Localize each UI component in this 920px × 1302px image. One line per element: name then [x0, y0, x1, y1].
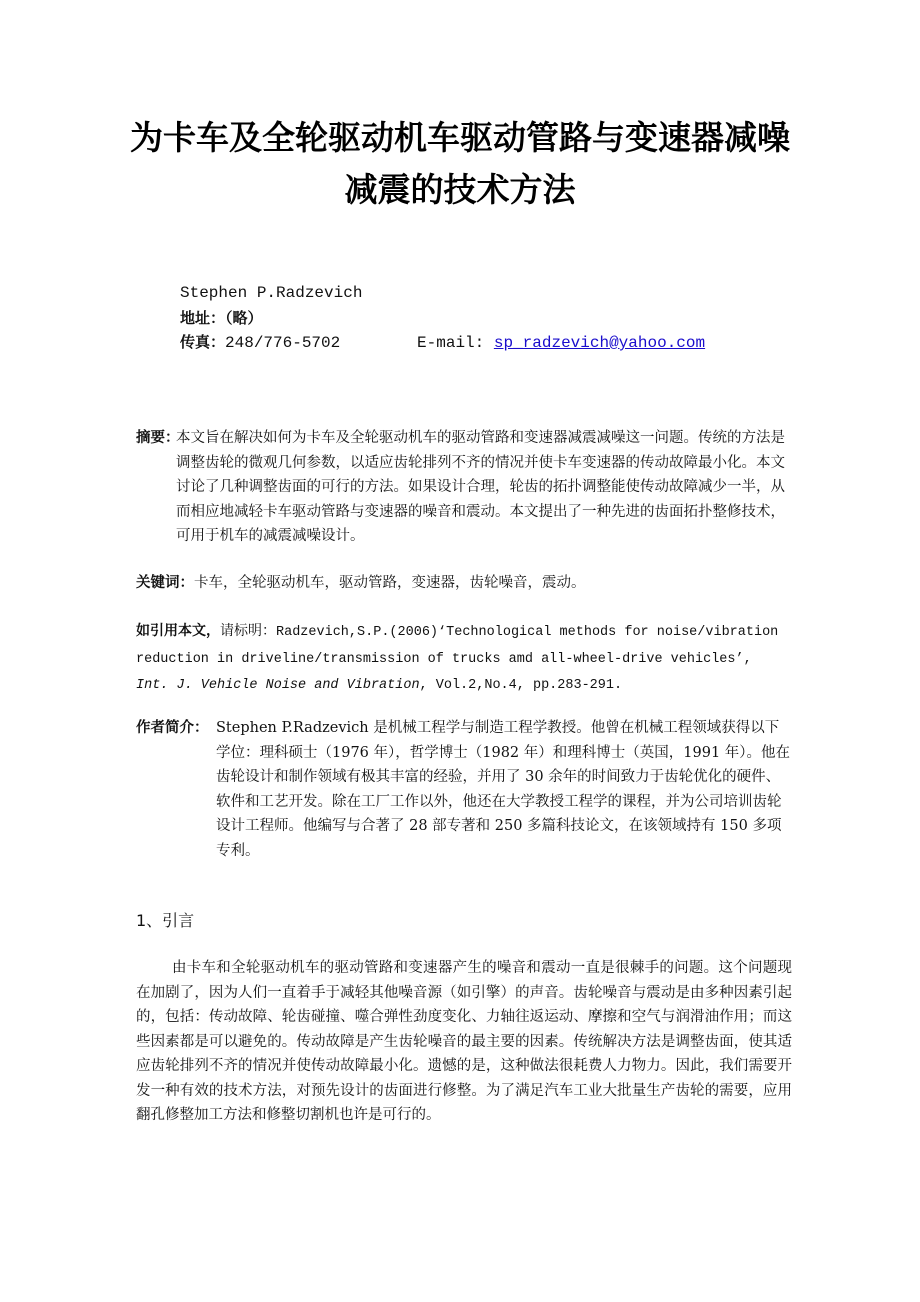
citation: [136, 619, 792, 699]
fax-row: [180, 330, 705, 356]
bio-text: Stephen P.Radzevich 是机械工程学与制造工程学教授。他曾在机械工程领域获得以下学位：理科硕士（1976 年），哲学博士（1982 年）和理科博士（英国，1991 年）。他在齿轮设计和制作领域有极其丰富的经验，并用了 30 余年的时间致力于齿轮优化的硬件、软件和工艺开发。除在工厂工作以外，他还在大学教授工程学的课程，并为公司培训齿轮设计工程师。他编写与合著了 28 部专著和 250 多篇科技论文，在该领域持有 150 多项专利。: [216, 720, 791, 859]
abstract-text: 本文旨在解决如何为卡车及全轮驱动机车的驱动管路和变速器减震减噪这一问题。传统的方法是调整齿轮的微观几何参数，以适应齿轮排列不齐的情况并使卡车变速器的传动故障最小化。本文讨论了几种调整齿面的可行的方法。如果设计合理，轮齿的拓扑调整能使传动故障减少一半，从而相应地减轻卡车驱动管路与变速器的噪音和震动。本文提出了一种先进的齿面拓扑整修技术，可用于机车的减震减噪设计。: [176, 430, 785, 544]
introduction-paragraph: 由卡车和全轮驱动机车的驱动管路和变速器产生的噪音和震动一直是很棘手的问题。这个问题现在加剧了，因为人们一直着手于减轻其他噪音源（如引擎）的声音。齿轮噪音与震动是由多种因素引起的，包括：传动故障、轮齿碰撞、噬合弹性劲度变化、力轴往返运动、摩擦和空气与润滑油作用；而这些因素都是可以避免的。传动故障是产生齿轮噪音的最主要的因素。传统解决方法是调整齿面，使其适应齿轮排列不齐的情况并使传动故障最小化。遗憾的是，这种做法很耗费人力物力。因此，我们需要开发一种有效的技术方法，对预先设计的齿面进行修整。为了满足汽车工业大批量生产齿轮的需要，应用翻孔修整加工方法和修整切割机也许是可行的。: [136, 960, 792, 1123]
author-bio: [136, 716, 792, 863]
citation-prefix: 请标明：: [220, 623, 276, 639]
section-heading-introduction: 1、引言: [136, 911, 195, 930]
citation-details: , Vol.2,No.4, pp.283-291.: [419, 678, 623, 693]
address-row: [180, 306, 705, 331]
address-value: （略）: [225, 308, 263, 327]
fax-value: 248/776-5702: [225, 334, 341, 352]
email-label: E-mail:: [417, 334, 494, 352]
bio-label: 作者简介：: [136, 720, 209, 736]
fax-label: 传真：: [180, 333, 226, 351]
address-label: 地址：: [180, 308, 226, 327]
email-link[interactable]: sp_radzevich@yahoo.com: [493, 334, 706, 352]
keywords-text: 卡车，全轮驱动机车，驱动管路，变速器，齿轮噪音，震动。: [194, 575, 586, 591]
citation-text: Radzevich,S.P.(2006)‘Technological methods for noise/vibration reduction in driveline/transmission of trucks amd all-wheel-drive vehicles’,: [136, 625, 779, 667]
author-block: [180, 282, 705, 356]
abstract-label: 摘要：: [136, 430, 180, 446]
paper-title: 为卡车及全轮驱动机车驱动管路与变速器减噪减震的技术方法: [130, 118, 790, 209]
citation-journal: Int. J. Vehicle Noise and Vibration: [136, 678, 420, 693]
keywords: [136, 571, 792, 596]
abstract: [136, 426, 792, 549]
author-name: Stephen P.Radzevich: [180, 284, 363, 302]
citation-label: 如引用本文，: [136, 623, 220, 639]
keywords-label: 关键词：: [136, 575, 194, 591]
